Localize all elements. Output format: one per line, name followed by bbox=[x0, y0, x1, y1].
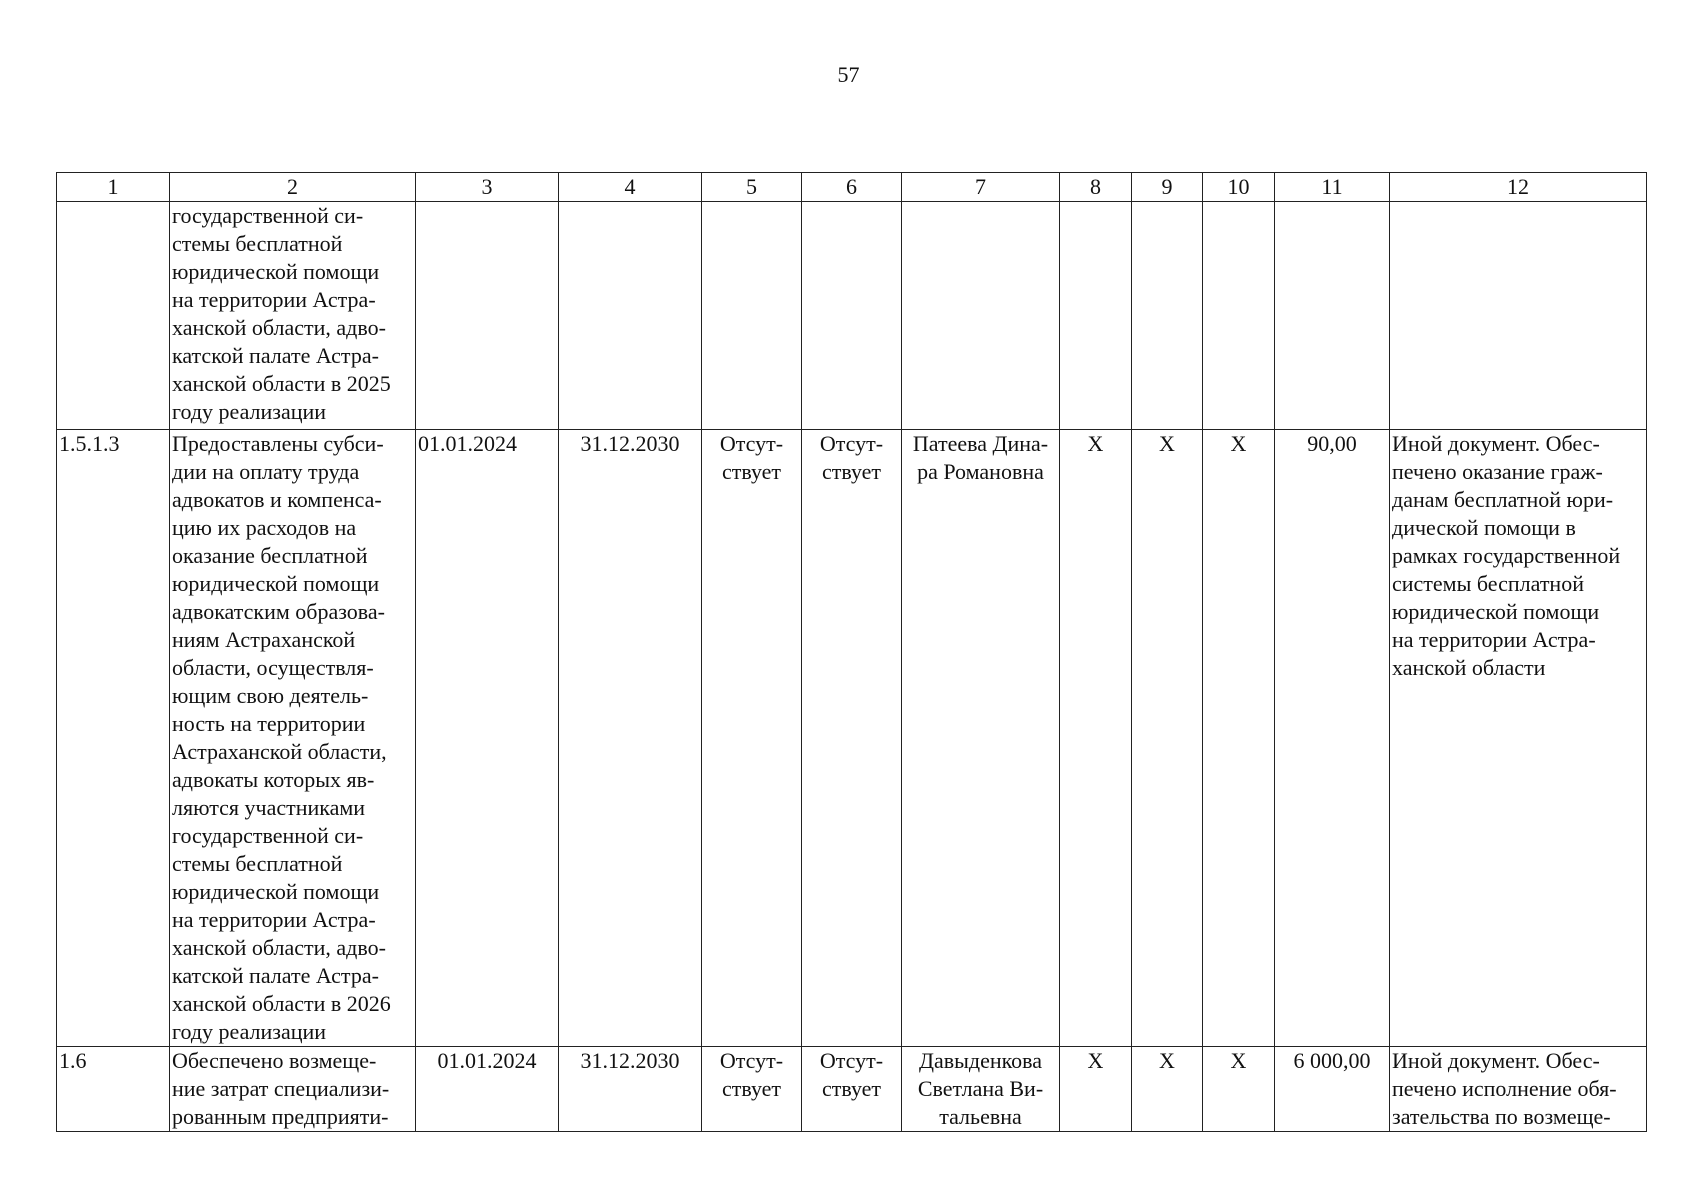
col-header-9: 9 bbox=[1132, 173, 1203, 202]
plan-table bbox=[56, 172, 1647, 1132]
col-header-11: 11 bbox=[1275, 173, 1390, 202]
cell-amount: 90,00 bbox=[1275, 430, 1390, 1047]
cell-responsible: Давыденкова Светлана Ви- тальевна bbox=[902, 1047, 1060, 1132]
cell-col10: Х bbox=[1203, 1047, 1275, 1132]
cell-end-date: 31.12.2030 bbox=[559, 430, 702, 1047]
col-header-6: 6 bbox=[802, 173, 902, 202]
cell-number bbox=[57, 202, 170, 430]
cell-start-date: 01.01.2024 bbox=[416, 1047, 559, 1132]
col-header-2: 2 bbox=[170, 173, 416, 202]
cell-amount: 6 000,00 bbox=[1275, 1047, 1390, 1132]
cell-col8: Х bbox=[1060, 1047, 1132, 1132]
cell-description: Обеспечено возмеще- ние затрат специализи- рованным предприяти- bbox=[170, 1047, 416, 1132]
cell-col8 bbox=[1060, 202, 1132, 430]
cell-col10: Х bbox=[1203, 430, 1275, 1047]
table-row bbox=[57, 202, 1647, 430]
cell-description: Предоставлены субси- дии на оплату труда адвокатов и компенса- цию их расходов на оказание бесплатной юридической помощи адвокатским образова- ниям Астраханской области, осуществля- ющим свою деятель- ность на территории Астраханской области, адвокаты которых яв- ляются участниками государственной си- стемы бесплатной юридической помощи на территории Астра- ханской области, адво- катской палате Астра- ханской области в 2026 году реализации bbox=[170, 430, 416, 1047]
col-header-12: 12 bbox=[1390, 173, 1647, 202]
cell-description: государственной си- стемы бесплатной юридической помощи на территории Астра- ханской области, адво- катской палате Астра- ханской области в 2025 году реализации bbox=[170, 202, 416, 430]
cell-number: 1.5.1.3 bbox=[57, 430, 170, 1047]
cell-col5: Отсут- ствует bbox=[702, 1047, 802, 1132]
cell-col6: Отсут- ствует bbox=[802, 430, 902, 1047]
cell-result: Иной документ. Обес- печено оказание граж- данам бесплатной юри- дической помощи в рамках государственной системы бесплатной юридической помощи на территории Астра- ханской области bbox=[1390, 430, 1647, 1047]
cell-responsible: Патеева Дина- ра Романовна bbox=[902, 430, 1060, 1047]
col-header-4: 4 bbox=[559, 173, 702, 202]
col-header-8: 8 bbox=[1060, 173, 1132, 202]
cell-col6 bbox=[802, 202, 902, 430]
cell-result: Иной документ. Обес- печено исполнение обя- зательства по возмеще- bbox=[1390, 1047, 1647, 1132]
page-number: 57 bbox=[837, 62, 860, 87]
col-header-7: 7 bbox=[902, 173, 1060, 202]
cell-end-date bbox=[559, 202, 702, 430]
cell-col6: Отсут- ствует bbox=[802, 1047, 902, 1132]
col-header-1: 1 bbox=[57, 173, 170, 202]
cell-number: 1.6 bbox=[57, 1047, 170, 1132]
header-row bbox=[57, 173, 1647, 202]
cell-result bbox=[1390, 202, 1647, 430]
col-header-3: 3 bbox=[416, 173, 559, 202]
table-row bbox=[57, 1047, 1647, 1132]
cell-col5: Отсут- ствует bbox=[702, 430, 802, 1047]
col-header-10: 10 bbox=[1203, 173, 1275, 202]
col-header-5: 5 bbox=[702, 173, 802, 202]
cell-amount bbox=[1275, 202, 1390, 430]
cell-col9: Х bbox=[1132, 430, 1203, 1047]
cell-col9: Х bbox=[1132, 1047, 1203, 1132]
table-row bbox=[57, 430, 1647, 1047]
cell-col5 bbox=[702, 202, 802, 430]
cell-col8: Х bbox=[1060, 430, 1132, 1047]
cell-end-date: 31.12.2030 bbox=[559, 1047, 702, 1132]
cell-responsible bbox=[902, 202, 1060, 430]
cell-start-date bbox=[416, 202, 559, 430]
cell-start-date: 01.01.2024 bbox=[416, 430, 559, 1047]
cell-col10 bbox=[1203, 202, 1275, 430]
cell-col9 bbox=[1132, 202, 1203, 430]
